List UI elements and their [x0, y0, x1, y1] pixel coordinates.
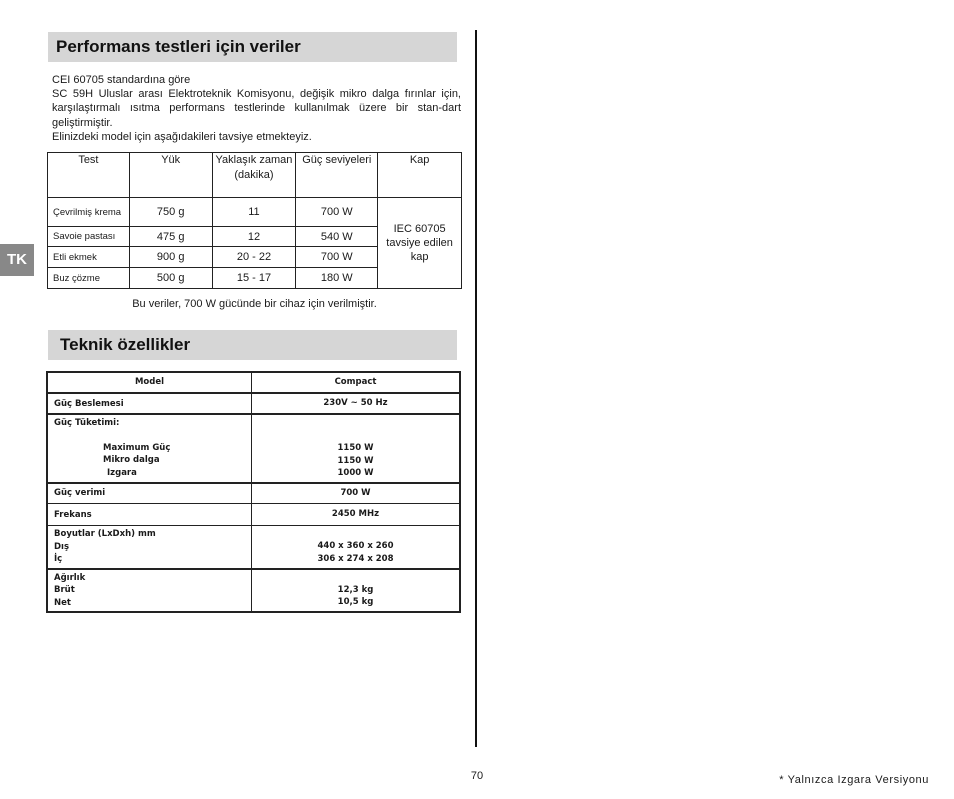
weight-label: Ağırlık — [54, 572, 86, 583]
performance-note: Bu veriler, 700 W gücünde bir cihaz için verilmiştir. — [132, 298, 377, 310]
inner-label: İç — [54, 554, 63, 564]
header-time: Yaklaşık zaman (dakika) — [212, 153, 296, 198]
weight-labels — [47, 569, 252, 613]
row-power: 700 W — [296, 198, 378, 227]
row-load: 750 g — [129, 198, 212, 227]
row-time: 20 - 22 — [212, 247, 296, 268]
inner-value: 306 x 274 x 208 — [317, 553, 394, 564]
intro-standard: CEI 60705 standardına göre — [52, 74, 191, 86]
language-tab: TK — [0, 244, 34, 276]
output-value: 700 W — [252, 483, 461, 504]
intro-description: SC 59H Uluslar arası Elektroteknik Komisyonu, değişik mikro dalga fırınlar için, karşılaştırmalı ısıtma performans testlerinde kullanılmak üzere bir stan-dart geliştirmiştir. — [52, 88, 461, 129]
max-power-label: Maximum Güç — [103, 442, 171, 453]
row-power: 700 W — [296, 247, 378, 268]
row-test: Savoie pastası — [48, 227, 130, 247]
output-label: Güç verimi — [47, 483, 252, 504]
spec-row-output — [47, 483, 460, 504]
model-value: Compact — [252, 372, 461, 393]
net-value: 10,5 kg — [337, 597, 374, 608]
intro-recommendation: Elinizdeki model için aşağıdakileri tavsiye etmekteyiz. — [52, 130, 312, 143]
frequency-value: 2450 MHz — [252, 504, 461, 526]
performance-table — [47, 152, 462, 289]
frequency-label: Frekans — [47, 504, 252, 526]
header-container: Kap — [378, 153, 462, 198]
supply-value: 230V ~ 50 Hz — [252, 393, 461, 414]
gross-label: Brüt — [54, 585, 75, 595]
net-label: Net — [54, 597, 71, 608]
supply-label: Güç Beslemesi — [47, 393, 252, 414]
dimensions-values — [252, 526, 461, 569]
dimensions-labels — [47, 526, 252, 569]
consumption-label: Güç Tüketimi: — [54, 418, 120, 429]
row-test: Etli ekmek — [48, 247, 130, 268]
spec-row-frequency — [47, 504, 460, 526]
technical-specs-heading: Teknik özellikler — [48, 330, 457, 360]
row-test: Buz çözme — [48, 268, 130, 289]
outer-value: 440 x 360 x 260 — [317, 541, 394, 552]
performance-intro — [52, 73, 461, 144]
spec-row-consumption — [47, 414, 460, 483]
performance-tests-heading: Performans testleri için veriler — [48, 32, 457, 62]
row-time: 15 - 17 — [212, 268, 296, 289]
performance-table-header — [48, 153, 462, 198]
microwave-value: 1150 W — [337, 455, 374, 466]
spec-row-model — [47, 372, 460, 393]
footnote: * Yalnızca Izgara Versiyonu — [779, 774, 929, 786]
dimensions-label: Boyutlar (LxDxh) mm — [54, 529, 156, 539]
weight-values — [252, 569, 461, 613]
model-label: Model — [47, 372, 252, 393]
microwave-label: Mikro dalga — [103, 455, 160, 466]
container-cell: IEC 60705 tavsiye edilen kap — [378, 198, 462, 289]
row-load: 900 g — [129, 247, 212, 268]
table-row — [48, 198, 462, 227]
spec-row-weight — [47, 569, 460, 613]
row-power: 540 W — [296, 227, 378, 247]
header-power: Güç seviyeleri — [296, 153, 378, 198]
specs-table — [46, 371, 461, 613]
header-test: Test — [48, 153, 130, 198]
spec-row-dimensions — [47, 526, 460, 569]
max-power-value: 1150 W — [337, 443, 374, 453]
row-power: 180 W — [296, 268, 378, 289]
page-number: 70 — [470, 770, 484, 782]
row-load: 500 g — [129, 268, 212, 289]
row-test: Çevrilmiş krema — [48, 198, 130, 227]
grill-label: Izgara — [107, 467, 137, 478]
header-load: Yük — [129, 153, 212, 198]
row-load: 475 g — [129, 227, 212, 247]
consumption-labels — [47, 414, 252, 483]
column-divider — [475, 30, 477, 747]
gross-value: 12,3 kg — [337, 584, 374, 595]
row-time: 12 — [212, 227, 296, 247]
consumption-values — [252, 414, 461, 483]
spec-row-supply — [47, 393, 460, 414]
outer-label: Dış — [54, 541, 70, 552]
grill-value: 1000 W — [337, 468, 374, 478]
row-time: 11 — [212, 198, 296, 227]
